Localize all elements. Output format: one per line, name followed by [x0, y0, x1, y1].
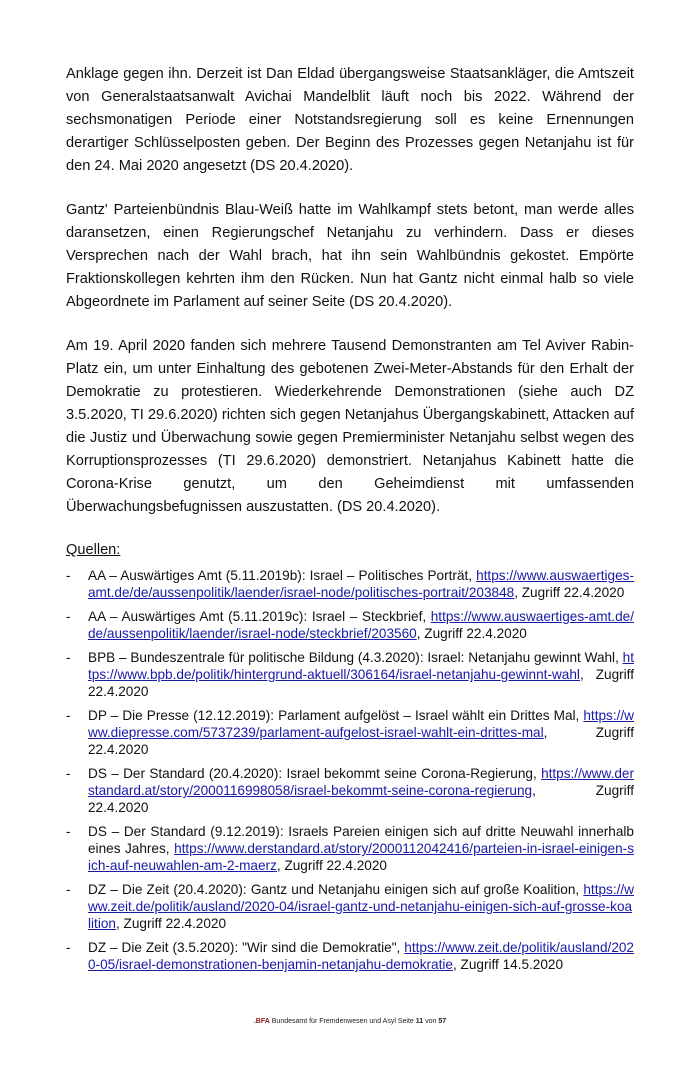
source-item	[66, 939, 634, 973]
page-total: 57	[438, 1018, 447, 1025]
footer-of: von	[423, 1018, 439, 1025]
bfa-logo: .BFA	[253, 1018, 270, 1025]
source-access: , Zugriff 14.5.2020	[452, 957, 564, 972]
bullet-dash: -	[66, 609, 71, 624]
source-text: DP – Die Presse (12.12.2019): Parlament aufgelöst – Israel wählt ein Drittes Mal,	[88, 708, 584, 723]
paragraph: Gantz' Parteienbündnis Blau-Weiß hatte im Wahlkampf stets betont, man werde alles daransetzen, einen Regierungschef Netanjahu zu verhindern. Dass er dieses Versprechen nach der Wahl brach, hat ihn sein Wahlbündnis gekostet. Empörte Fraktionskollegen kehrten ihm den Rücken. Nun hat Gantz nicht einmal halb so viele Abgeordnete im Parlament auf seiner Seite (DS 20.4.2020).	[66, 202, 634, 310]
source-text: DS – Der Standard (9.12.2019): Israels Pareien einigen sich auf dritte Neuwahl innerhalb eines Jahres,	[88, 824, 634, 856]
source-access: , Zugriff 22.4.2020	[88, 667, 634, 699]
bullet-dash: -	[66, 824, 71, 839]
source-item	[66, 707, 634, 758]
source-link[interactable]: https://www.zeit.de/politik/ausland/2020-05/israel-demonstrationen-benjamin-netanjahu-demokratie	[88, 940, 634, 972]
source-access: , Zugriff 22.4.2020	[88, 783, 634, 815]
source-link[interactable]: https://www.zeit.de/politik/ausland/2020-04/israel-gantz-und-netanjahu-einigen-sich-auf-grosse-koalition	[88, 882, 634, 931]
source-text: AA – Auswärtiges Amt (5.11.2019b): Israel – Politisches Porträt,	[88, 568, 477, 583]
source-item	[66, 823, 634, 874]
source-text: DZ – Die Zeit (3.5.2020): "Wir sind die Demokratie",	[88, 940, 405, 955]
bullet-dash: -	[66, 766, 71, 781]
source-access: , Zugriff 22.4.2020	[276, 858, 387, 873]
source-link[interactable]: https://www.derstandard.at/story/2000116998058/israel-bekommt-seine-corona-regierung	[88, 766, 634, 798]
page-number: 11	[415, 1018, 424, 1025]
source-text: AA – Auswärtiges Amt (5.11.2019c): Israel – Steckbrief,	[88, 609, 431, 624]
page-footer	[0, 1017, 700, 1067]
source-item	[66, 567, 634, 601]
bullet-dash: -	[66, 940, 71, 955]
bullet-dash: -	[66, 568, 71, 583]
source-access: , Zugriff 22.4.2020	[88, 725, 634, 757]
bullet-dash: -	[66, 882, 71, 897]
source-access: , Zugriff 22.4.2020	[514, 585, 625, 600]
bullet-dash: -	[66, 708, 71, 723]
source-item	[66, 881, 634, 932]
source-link[interactable]: https://www.auswaertiges-amt.de/de/aussenpolitik/laender/israel-node/steckbrief/203560	[88, 609, 634, 641]
document-body	[66, 0, 634, 973]
footer-org: Bundesamt für Fremdenwesen und Asyl Seite	[269, 1018, 416, 1025]
source-access: , Zugriff 22.4.2020	[115, 916, 227, 931]
source-text: DS – Der Standard (20.4.2020): Israel bekommt seine Corona-Regierung,	[88, 766, 542, 781]
source-item	[66, 765, 634, 816]
source-item	[66, 649, 634, 700]
sources-list	[66, 567, 634, 973]
source-link[interactable]: https://www.auswaertiges-amt.de/de/aussenpolitik/laender/israel-node/politisches-portrait/203848	[88, 568, 634, 600]
source-link[interactable]: https://www.diepresse.com/5737239/parlament-aufgelost-israel-wahlt-ein-drittes-mal	[88, 708, 634, 740]
source-text: BPB – Bundeszentrale für politische Bildung (4.3.2020): Israel: Netanjahu gewinnt Wahl,	[88, 650, 623, 665]
bullet-dash: -	[66, 650, 71, 665]
paragraph: Anklage gegen ihn. Derzeit ist Dan Eldad übergangsweise Staatsankläger, die Amtszeit von Generalstaatsanwalt Avichai Mandelblit läuft noch bis 2022. Während der sechsmonatigen Periode einer Notstandsregierung soll es keine Ernennungen derartiger Schlüsselposten geben. Der Beginn des Prozesses gegen Netanjahu ist für den 24. Mai 2020 angesetzt (DS 20.4.2020).	[66, 66, 634, 174]
paragraph: Am 19. April 2020 fanden sich mehrere Tausend Demonstranten am Tel Aviver Rabin-Platz ein, um unter Einhaltung des gebotenen Zwei-Meter-Abstands für den Erhalt der Demokratie zu protestieren. Wiederkehrende Demonstrationen (siehe auch DZ 3.5.2020, TI 29.6.2020) richten sich gegen Netanjahus Übergangskabinett, Attacken auf die Justiz und Überwachung sowie gegen Premierminister Netanjahu selbst wegen des Korruptionsprozesses (TI 29.6.2020) demonstriert. Netanjahus Kabinett hatte die Corona-Krise genutzt, um den Geheimdienst mit umfassenden Überwachungsbefugnissen auszustatten. (DS 20.4.2020).	[66, 338, 634, 515]
source-access: , Zugriff 22.4.2020	[416, 626, 527, 641]
sources-heading: Quellen:	[66, 542, 121, 558]
source-link[interactable]: https://www.bpb.de/politik/hintergrund-aktuell/306164/israel-netanjahu-gewinnt-wahl	[88, 650, 634, 682]
source-text: DZ – Die Zeit (20.4.2020): Gantz und Netanjahu einigen sich auf große Koalition,	[88, 882, 584, 897]
source-item	[66, 608, 634, 642]
source-link[interactable]: https://www.derstandard.at/story/2000112042416/parteien-in-israel-einigen-sich-auf-neuwahlen-am-2-maerz	[88, 841, 634, 873]
